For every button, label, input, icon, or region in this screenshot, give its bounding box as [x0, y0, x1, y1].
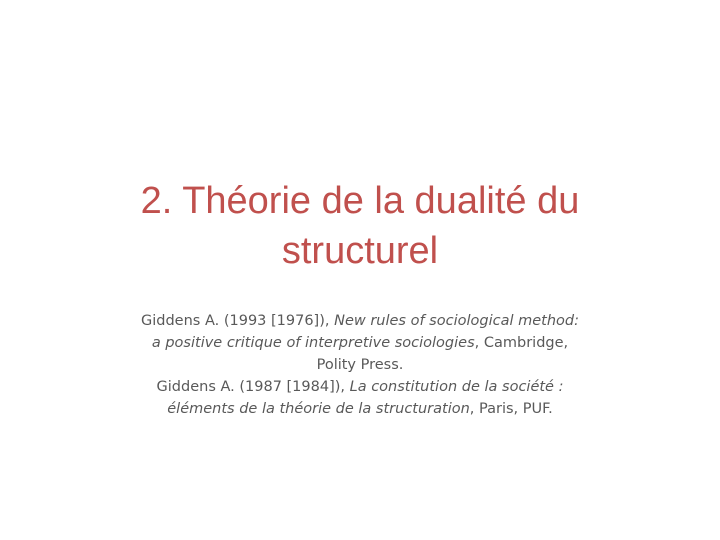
reference-2-line-2 [60, 398, 660, 420]
reference-1-place: , Cambridge, [474, 335, 569, 351]
reference-1-line-2 [60, 332, 660, 354]
reference-1-line-3 [60, 354, 660, 376]
reference-2-title-part-2: éléments de la théorie de la structuration [167, 401, 470, 417]
reference-2-place-publisher: , Paris, PUF. [469, 401, 553, 417]
reference-1-line-1 [60, 310, 660, 332]
reference-1-title-part-2: a positive critique of interpretive sociologies [151, 335, 475, 351]
reference-2-author-date: Giddens A. (1987 [1984]), [156, 379, 350, 395]
reference-1-author-date: Giddens A. (1993 [1976]), [141, 313, 335, 329]
references-block [60, 310, 660, 420]
reference-2-title-part-1: La constitution de la société : [349, 379, 564, 395]
reference-1-title-part-1: New rules of sociological method: [334, 313, 579, 329]
reference-1-publisher: Polity Press. [316, 357, 404, 373]
slide-title-line-1: 2. Théorie de la dualité du [140, 180, 580, 222]
reference-2-line-1 [60, 376, 660, 398]
slide-title [60, 176, 660, 276]
slide-title-line-2: structurel [281, 230, 439, 272]
